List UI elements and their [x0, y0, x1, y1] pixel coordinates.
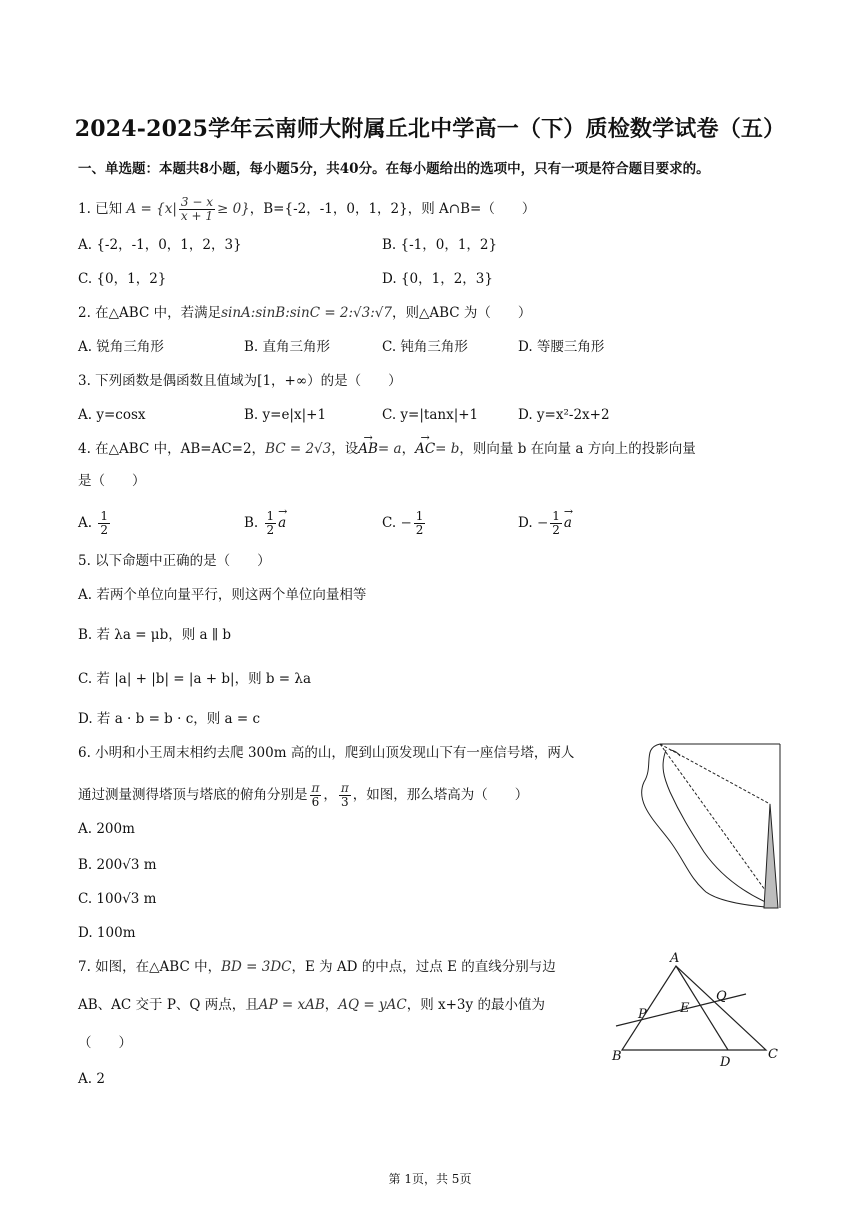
q3-option-b: B. y=e|x|+1 [244, 407, 327, 423]
q4-option-b [244, 510, 286, 537]
q4-b-num: 1 [266, 509, 275, 523]
q7-label-q: Q [716, 989, 727, 1004]
q4-c-minus: − [400, 515, 412, 531]
q1-option-a: A. {-2，-1，0，1，2，3} [78, 237, 242, 253]
q4-line2: 是（ ） [78, 473, 146, 489]
q6-option-a: A. 200m [78, 821, 135, 837]
q1-set-a: A = {x| [126, 201, 177, 217]
q5-stem: 5. 以下命题中正确的是（ ） [78, 553, 271, 569]
q4-comma: ， [401, 441, 416, 457]
q4-b-den: 2 [266, 523, 275, 537]
q7-line2-post: ，则 x+3y 的最小值为 [406, 997, 545, 1013]
q1-stem [78, 196, 535, 223]
q4-bc: BC = 2√3 [265, 441, 332, 457]
q7-aq: AQ = yAC [338, 997, 407, 1013]
q4-eq-b: = b [435, 441, 460, 457]
q2-option-c: C. 钝角三角形 [382, 339, 468, 355]
q7-sep: ， [324, 997, 339, 1013]
q4-c-den: 2 [415, 523, 424, 537]
q3-option-d: D. y=x²-2x+2 [518, 407, 610, 423]
q6-option-d: D. 100m [78, 925, 136, 941]
q4-c-label: C. [382, 515, 397, 531]
q1-frac-num: 3 − x [180, 195, 213, 209]
q7-label-a: A [670, 951, 680, 966]
q7-label-b: B [612, 1049, 622, 1064]
q4-a-den: 2 [100, 523, 108, 537]
q4-a-num: 1 [100, 509, 108, 523]
q5-option-b: B. 若 λa = μb，则 a ∥ b [78, 627, 232, 643]
q6-line2-pre: 通过测量测得塔顶与塔底的俯角分别是 [78, 787, 308, 803]
q2-post: ，则△ABC 为（ ） [392, 305, 532, 321]
q7-label-e: E [680, 1001, 690, 1016]
q4-d-frac [550, 510, 562, 537]
q7-line1 [78, 958, 556, 976]
q4-b-frac [265, 510, 277, 537]
q3-stem: 3. 下列函数是偶函数且值域为[1，+∞）的是（ ） [78, 373, 402, 389]
q4-a-label: A. [78, 515, 93, 531]
q6-sep: ， [323, 787, 337, 803]
q7-line1-post: ，E 为 AD 的中点，过点 E 的直线分别与边 [291, 959, 556, 975]
q1-fraction [179, 196, 215, 223]
q7-option-a: A. 2 [78, 1071, 105, 1087]
q2-expr: sinA:sinB:sinC = 2:√3:√7 [221, 305, 392, 321]
q2-option-a: A. 锐角三角形 [78, 339, 164, 355]
q6-f2-num: π [340, 781, 349, 795]
q2-option-b: B. 直角三角形 [244, 339, 331, 355]
q6-f1-den: 6 [311, 795, 320, 809]
q6-option-c: C. 100√3 m [78, 891, 157, 907]
q3-option-a: A. y=cosx [78, 407, 146, 423]
q6-line2 [78, 782, 528, 809]
q1-set-tail: ≥ 0} [216, 201, 250, 217]
q6-f2-den: 3 [341, 795, 349, 809]
q4-vec-ac: → AC [415, 440, 435, 458]
q4-c-frac [414, 510, 426, 537]
q6-mountain-outline [642, 744, 778, 908]
q6-signal-tower [764, 804, 778, 908]
q1-option-c: C. {0，1，2} [78, 271, 167, 287]
q4-post: ，则向量 b 在向量 a 方向上的投影向量 [459, 441, 696, 457]
q7-line1-pre: 7. 如图，在△ABC 中， [78, 959, 222, 975]
q7-line2 [78, 996, 545, 1014]
q4-d-den: 2 [552, 523, 560, 537]
q7-bd: BD = 3DC [221, 959, 292, 975]
q6-line1: 6. 小明和小王周末相约去爬 300m 高的山，爬到山顶发现山下有一座信号塔，两人 [78, 745, 575, 761]
q4-mid1: ，设 [331, 441, 359, 457]
q5-option-a: A. 若两个单位向量平行，则这两个单位向量相等 [78, 587, 367, 603]
q2-stem [78, 304, 531, 322]
q4-b-vec: → a [278, 514, 286, 532]
q4-stem [78, 440, 696, 458]
q4-b-label: B. [244, 515, 259, 531]
q6-option-b: B. 200√3 m [78, 857, 157, 873]
q4-d-num: 1 [552, 509, 560, 523]
q5-option-c: C. 若 |a| + |b| = |a + b|，则 b = λa [78, 671, 312, 687]
q1-frac-den: x + 1 [180, 209, 213, 223]
q2-option-d: D. 等腰三角形 [518, 339, 605, 355]
q7-triangle-figure [606, 950, 786, 1076]
q4-d-label: D. [518, 515, 533, 531]
q7-line3: （ ） [78, 1035, 132, 1051]
q4-option-a [78, 510, 112, 537]
exam-title: 2024-2025学年云南师大附属丘北中学高一（下）质检数学试卷（五） [74, 116, 786, 142]
q6-mountain-inner [663, 750, 770, 904]
q4-pre: 4. 在△ABC 中，AB=AC=2， [78, 441, 266, 457]
q6-angle-arc [670, 750, 680, 756]
q4-a-frac [98, 510, 110, 537]
q7-label-d: D [720, 1055, 731, 1070]
q1-option-d: D. {0，1，2，3} [382, 271, 493, 287]
q4-c-num: 1 [415, 509, 424, 523]
q4-vec-ab: → AB [358, 440, 378, 458]
q1-option-b: B. {-1，0，1，2} [382, 237, 498, 253]
q7-label-p: P [638, 1007, 647, 1022]
q6-sightline-bottom [660, 744, 778, 908]
q4-d-vec: → a [564, 514, 572, 532]
section-heading: 一、单选题：本题共8小题，每小题5分，共40分。在每小题给出的选项中，只有一项是符合题目要求的。 [78, 161, 710, 177]
q4-option-d [518, 510, 572, 537]
q4-d-minus: − [536, 515, 549, 531]
q2-pre: 2. 在△ABC 中，若满足 [78, 305, 222, 321]
q1-post: ，B={-2，-1，0，1，2}，则 A∩B=（ ） [249, 201, 536, 217]
q6-mountain-tower-figure [620, 736, 790, 916]
page-footer: 第 1页，共 5页 [388, 1172, 472, 1186]
q7-label-c: C [768, 1047, 778, 1062]
q7-line2-pre: AB、AC 交于 P、Q 两点，且 [78, 997, 259, 1013]
q4-eq-a: = a [377, 441, 402, 457]
q5-option-d: D. 若 a · b = b · c，则 a = c [78, 711, 261, 727]
q6-frac-2 [339, 782, 351, 809]
q6-f1-num: π [311, 781, 320, 795]
q1-pre: 1. 已知 [78, 201, 123, 217]
q6-line2-post: ，如图，那么塔高为（ ） [352, 787, 529, 803]
q4-option-c [382, 510, 427, 537]
q6-frac-1 [310, 782, 322, 809]
q7-ap: AP = xAB [258, 997, 325, 1013]
q3-option-c: C. y=|tanx|+1 [382, 407, 479, 423]
